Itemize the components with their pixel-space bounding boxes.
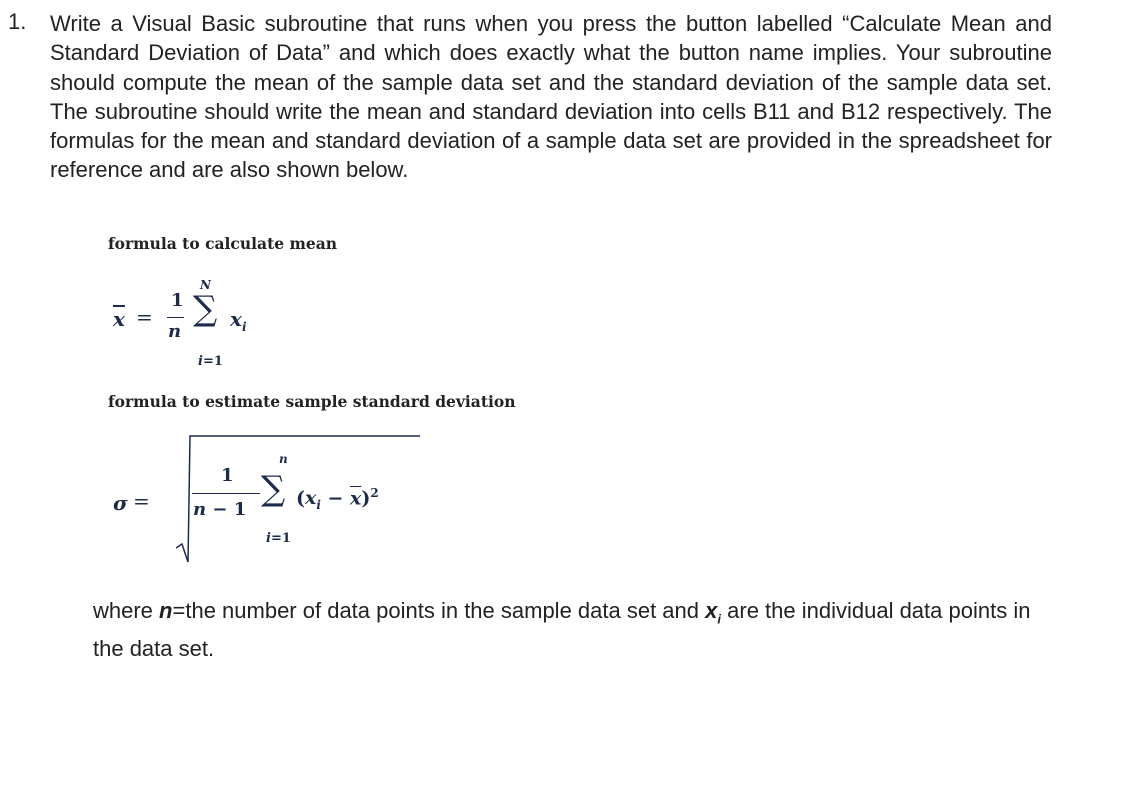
x-subscript: i — [717, 611, 722, 627]
mean-formula-label: formula to calculate mean — [108, 234, 338, 253]
footnote-middle: =the number of data points in the sample data set and — [172, 598, 706, 623]
footnote-suffix: are the individual data points in the data set. — [93, 598, 1031, 661]
footnote-prefix: where — [93, 598, 160, 623]
question-text: Write a Visual Basic subroutine that runs when you press the button labelled “Calculate Mean and Standard Deviation of Data” and which does exactly what the button name implies. Your subroutine should compute the mean of the sample data set and the standard deviation of the sample data set. The subroutine should write the mean and standard deviation into cells B11 and B12 respectively. The formulas for the mean and standard deviation of a sample data set are provided in the spreadsheet for reference and are also shown below. — [50, 11, 1052, 183]
footnote — [93, 596, 1053, 663]
n-symbol: n — [159, 598, 173, 623]
x-symbol: x — [705, 598, 718, 623]
question-number: 1. — [8, 9, 27, 34]
stdev-formula-label: formula to estimate sample standard deviation — [108, 392, 516, 411]
